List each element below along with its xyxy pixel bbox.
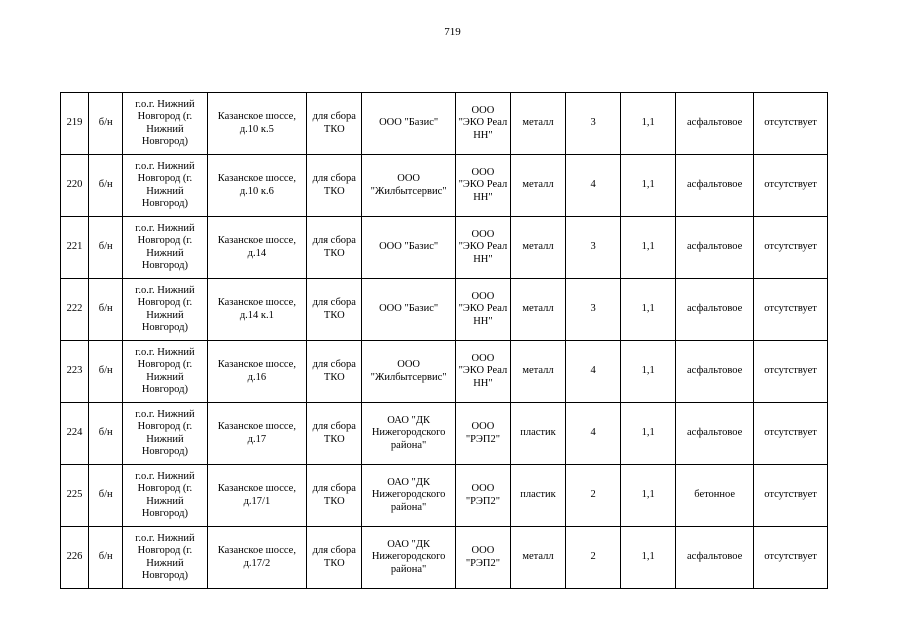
surface-type-cell: бетонное (676, 465, 754, 527)
purpose-cell: для сбора ТКО (307, 279, 362, 341)
address-cell: Казанское шоссе, д.17 (207, 403, 307, 465)
fence-cell: отсутствует (754, 155, 828, 217)
owner-cell: ООО "Базис" (362, 279, 456, 341)
registry-code-cell: б/н (89, 279, 123, 341)
container-volume-cell: 1,1 (621, 155, 676, 217)
container-volume-cell: 1,1 (621, 217, 676, 279)
purpose-cell: для сбора ТКО (307, 155, 362, 217)
owner-cell: ООО "Жилбытсервис" (362, 155, 456, 217)
operator-cell: ООО "ЭКО Реал НН" (455, 341, 510, 403)
container-material-cell: металл (510, 341, 565, 403)
waste-sites-table (60, 92, 828, 589)
surface-type-cell: асфальтовое (676, 403, 754, 465)
registry-code-cell: б/н (89, 527, 123, 589)
owner-cell: ОАО "ДК Нижегородского района" (362, 465, 456, 527)
municipality-cell: г.о.г. Нижний Новгород (г. Нижний Новгород) (123, 93, 207, 155)
row-number-cell: 220 (61, 155, 89, 217)
owner-cell: ОАО "ДК Нижегородского района" (362, 403, 456, 465)
owner-cell: ООО "Базис" (362, 217, 456, 279)
municipality-cell: г.о.г. Нижний Новгород (г. Нижний Новгород) (123, 279, 207, 341)
container-material-cell: металл (510, 279, 565, 341)
container-material-cell: металл (510, 155, 565, 217)
address-cell: Казанское шоссе, д.17/1 (207, 465, 307, 527)
table-row (61, 217, 828, 279)
fence-cell: отсутствует (754, 341, 828, 403)
fence-cell: отсутствует (754, 93, 828, 155)
operator-cell: ООО "РЭП2" (455, 465, 510, 527)
container-volume-cell: 1,1 (621, 93, 676, 155)
operator-cell: ООО "РЭП2" (455, 403, 510, 465)
container-material-cell: металл (510, 93, 565, 155)
surface-type-cell: асфальтовое (676, 155, 754, 217)
container-volume-cell: 1,1 (621, 279, 676, 341)
purpose-cell: для сбора ТКО (307, 527, 362, 589)
fence-cell: отсутствует (754, 217, 828, 279)
table-row (61, 403, 828, 465)
table-row (61, 341, 828, 403)
container-volume-cell: 1,1 (621, 341, 676, 403)
container-material-cell: металл (510, 527, 565, 589)
operator-cell: ООО "ЭКО Реал НН" (455, 279, 510, 341)
container-volume-cell: 1,1 (621, 465, 676, 527)
row-number-cell: 224 (61, 403, 89, 465)
row-number-cell: 223 (61, 341, 89, 403)
surface-type-cell: асфальтовое (676, 341, 754, 403)
purpose-cell: для сбора ТКО (307, 93, 362, 155)
municipality-cell: г.о.г. Нижний Новгород (г. Нижний Новгород) (123, 527, 207, 589)
table-row (61, 527, 828, 589)
row-number-cell: 221 (61, 217, 89, 279)
address-cell: Казанское шоссе, д.14 к.1 (207, 279, 307, 341)
container-count-cell: 2 (566, 465, 621, 527)
registry-code-cell: б/н (89, 217, 123, 279)
page-number: 719 (444, 26, 461, 38)
address-cell: Казанское шоссе, д.10 к.6 (207, 155, 307, 217)
owner-cell: ОАО "ДК Нижегородского района" (362, 527, 456, 589)
container-count-cell: 3 (566, 217, 621, 279)
owner-cell: ООО "Базис" (362, 93, 456, 155)
owner-cell: ООО "Жилбытсервис" (362, 341, 456, 403)
container-count-cell: 4 (566, 341, 621, 403)
row-number-cell: 222 (61, 279, 89, 341)
container-material-cell: металл (510, 217, 565, 279)
table-row (61, 465, 828, 527)
container-volume-cell: 1,1 (621, 527, 676, 589)
municipality-cell: г.о.г. Нижний Новгород (г. Нижний Новгород) (123, 155, 207, 217)
municipality-cell: г.о.г. Нижний Новгород (г. Нижний Новгород) (123, 341, 207, 403)
table-row (61, 155, 828, 217)
municipality-cell: г.о.г. Нижний Новгород (г. Нижний Новгород) (123, 403, 207, 465)
purpose-cell: для сбора ТКО (307, 465, 362, 527)
registry-code-cell: б/н (89, 341, 123, 403)
container-material-cell: пластик (510, 403, 565, 465)
fence-cell: отсутствует (754, 403, 828, 465)
surface-type-cell: асфальтовое (676, 527, 754, 589)
container-count-cell: 3 (566, 93, 621, 155)
purpose-cell: для сбора ТКО (307, 341, 362, 403)
container-count-cell: 2 (566, 527, 621, 589)
row-number-cell: 226 (61, 527, 89, 589)
operator-cell: ООО "ЭКО Реал НН" (455, 93, 510, 155)
fence-cell: отсутствует (754, 279, 828, 341)
operator-cell: ООО "РЭП2" (455, 527, 510, 589)
row-number-cell: 219 (61, 93, 89, 155)
row-number-cell: 225 (61, 465, 89, 527)
address-cell: Казанское шоссе, д.14 (207, 217, 307, 279)
container-volume-cell: 1,1 (621, 403, 676, 465)
purpose-cell: для сбора ТКО (307, 217, 362, 279)
operator-cell: ООО "ЭКО Реал НН" (455, 217, 510, 279)
container-material-cell: пластик (510, 465, 565, 527)
address-cell: Казанское шоссе, д.17/2 (207, 527, 307, 589)
fence-cell: отсутствует (754, 465, 828, 527)
table-body (61, 93, 828, 589)
table-row (61, 93, 828, 155)
container-count-cell: 4 (566, 403, 621, 465)
registry-code-cell: б/н (89, 155, 123, 217)
municipality-cell: г.о.г. Нижний Новгород (г. Нижний Новгород) (123, 217, 207, 279)
surface-type-cell: асфальтовое (676, 93, 754, 155)
container-count-cell: 4 (566, 155, 621, 217)
surface-type-cell: асфальтовое (676, 217, 754, 279)
address-cell: Казанское шоссе, д.10 к.5 (207, 93, 307, 155)
purpose-cell: для сбора ТКО (307, 403, 362, 465)
surface-type-cell: асфальтовое (676, 279, 754, 341)
address-cell: Казанское шоссе, д.16 (207, 341, 307, 403)
registry-code-cell: б/н (89, 403, 123, 465)
operator-cell: ООО "ЭКО Реал НН" (455, 155, 510, 217)
municipality-cell: г.о.г. Нижний Новгород (г. Нижний Новгород) (123, 465, 207, 527)
container-count-cell: 3 (566, 279, 621, 341)
registry-code-cell: б/н (89, 93, 123, 155)
registry-code-cell: б/н (89, 465, 123, 527)
fence-cell: отсутствует (754, 527, 828, 589)
table-row (61, 279, 828, 341)
